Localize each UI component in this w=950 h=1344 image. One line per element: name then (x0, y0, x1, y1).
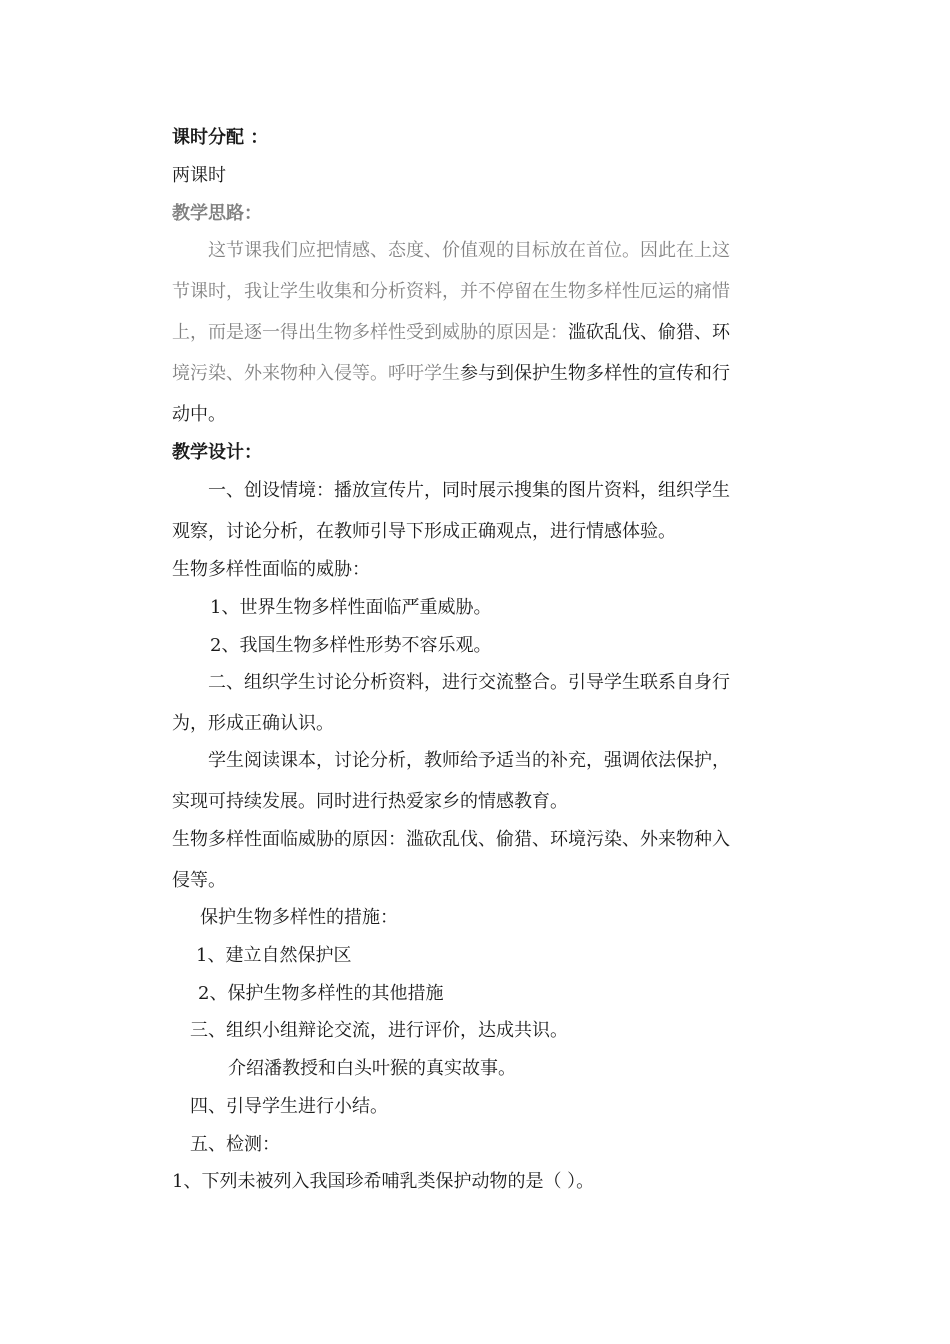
section-2b-line-1: 学生阅读课本，讨论分析，教师给予适当的补充，强调依法保护， (208, 750, 730, 771)
measure-item-1: 1、建立自然保护区 (196, 945, 352, 966)
section-3-story: 介绍潘教授和白头叶猴的真实故事。 (228, 1058, 516, 1079)
section-2b-line-2: 实现可持续发展。同时进行热爱家乡的情感教育。 (172, 791, 568, 812)
idea-line-3 (172, 321, 730, 345)
idea-line-4-a: 境污染、外来物种入侵等。呼吁学生 (172, 363, 460, 384)
idea-heading: 教学思路： (172, 203, 262, 224)
idea-line-4-b: 参与到保护生物多样性的宣传和行 (460, 363, 730, 384)
section-1-line-1: 一、创设情境：播放宣传片，同时展示搜集的图片资料，组织学生 (208, 480, 730, 501)
idea-line-2: 节课时，我让学生收集和分析资料，并不停留在生物多样性厄运的痛惜 (172, 281, 730, 302)
reason-line-1: 生物多样性面临威胁的原因：滥砍乱伐、偷猎、环境污染、外来物种入 (172, 829, 730, 850)
measure-item-2: 2、保护生物多样性的其他措施 (198, 983, 444, 1004)
threat-item-2: 2、我国生物多样性形势不容乐观。 (210, 635, 492, 656)
section-1-line-2: 观察，讨论分析，在教师引导下形成正确观点，进行情感体验。 (172, 521, 676, 542)
threat-heading: 生物多样性面临的威胁： (172, 559, 370, 580)
allocation-value: 两课时 (172, 165, 226, 186)
section-4: 四、引导学生进行小结。 (190, 1096, 388, 1117)
section-2-line-1: 二、组织学生讨论分析资料，进行交流整合。引导学生联系自身行 (208, 672, 730, 693)
measure-heading: 保护生物多样性的措施： (200, 907, 398, 928)
idea-line-1: 这节课我们应把情感、态度、价值观的目标放在首位。因此在上这 (208, 240, 730, 261)
idea-line-3-a: 上，而是逐一得出生物多样性受到威胁的原因是： (172, 322, 568, 343)
reason-line-2: 侵等。 (172, 870, 226, 891)
idea-line-5: 动中。 (172, 404, 226, 425)
design-heading: 教学设计： (172, 442, 262, 463)
allocation-heading: 课时分配 ： (172, 127, 269, 148)
threat-item-1: 1、世界生物多样性面临严重威胁。 (210, 597, 492, 618)
idea-line-4 (172, 362, 730, 386)
question-1: 1、下列未被列入我国珍希哺乳类保护动物的是（ ）。 (172, 1171, 595, 1192)
section-2-line-2: 为，形成正确认识。 (172, 713, 334, 734)
section-3: 三、组织小组辩论交流，进行评价，达成共识。 (190, 1020, 568, 1041)
idea-line-3-b: 滥砍乱伐、偷猎、环 (568, 322, 730, 343)
section-5: 五、检测： (190, 1134, 280, 1155)
